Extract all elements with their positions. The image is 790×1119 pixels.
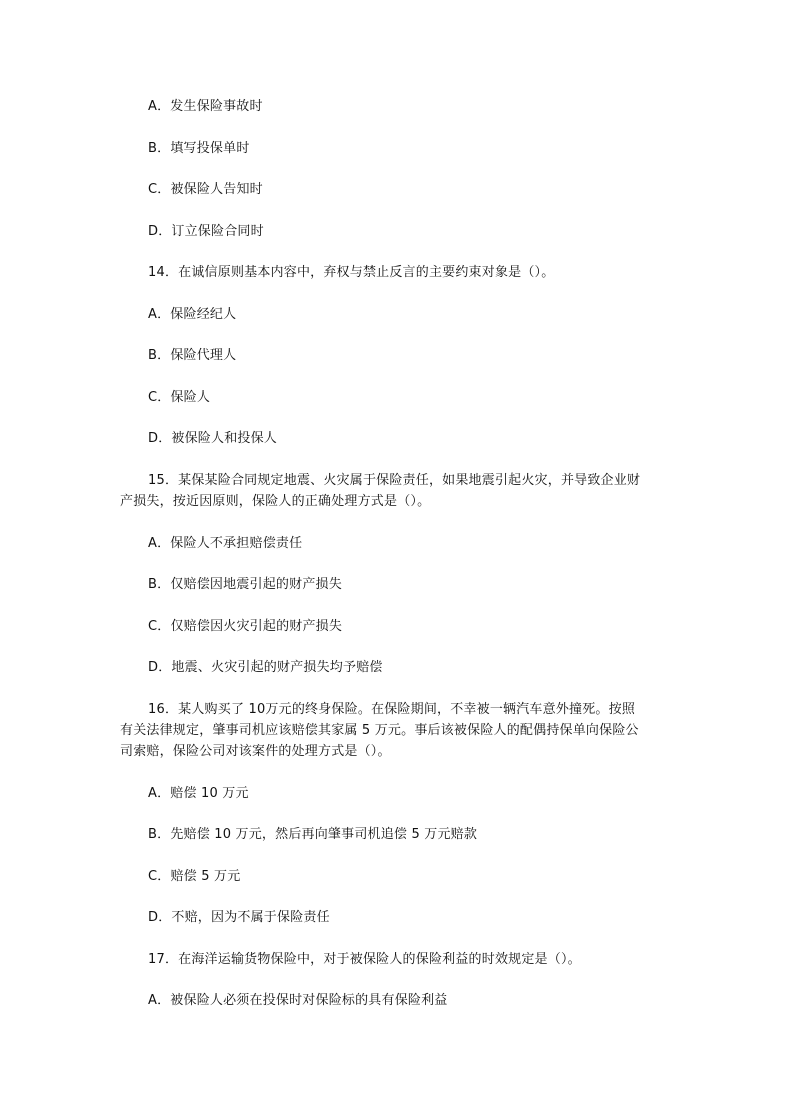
- q16-option-d: D．不赔，因为不属于保险责任: [148, 910, 330, 925]
- q15-stem-line-2: 产损失，按近因原则，保险人的正确处理方式是（）。: [120, 494, 431, 509]
- q14-option-a: A．保险经纪人: [148, 307, 237, 322]
- q15-option-a: A．保险人不承担赔偿责任: [148, 536, 303, 551]
- q16-option-a: A．赔偿 10 万元: [148, 786, 249, 801]
- q16-option-c: C．赔偿 5 万元: [148, 869, 241, 884]
- q17-option-a: A．被保险人必须在投保时对保险标的具有保险利益: [148, 993, 448, 1008]
- q16-stem-line-3: 司索赔，保险公司对该案件的处理方式是（）。: [120, 744, 391, 759]
- q14-option-c: C．保险人: [148, 390, 211, 405]
- q15-option-c: C．仅赔偿因火灾引起的财产损失: [148, 619, 343, 634]
- q13-option-a: A．发生保险事故时: [148, 99, 263, 114]
- q16-stem-line-2: 有关法律规定，肇事司机应该赔偿其家属 5 万元。事后该被保险人的配偶持保单向保险公: [120, 723, 639, 738]
- q15-stem-line-1: 15．某保某险合同规定地震、火灾属于保险责任，如果地震引起火灾，并导致企业财: [148, 473, 641, 488]
- q13-option-b: B．填写投保单时: [148, 141, 250, 156]
- q14-option-b: B．保险代理人: [148, 348, 237, 363]
- q16-stem-line-1: 16．某人购买了 10万元的终身保险。在保险期间，不幸被一辆汽车意外撞死。按照: [148, 702, 636, 717]
- q15-option-b: B．仅赔偿因地震引起的财产损失: [148, 577, 342, 592]
- q13-option-c: C．被保险人告知时: [148, 182, 263, 197]
- q14-stem: 14．在诚信原则基本内容中，弃权与禁止反言的主要约束对象是（）。: [148, 265, 555, 280]
- q16-option-b: B．先赔偿 10 万元，然后再向肇事司机追偿 5 万元赔款: [148, 827, 478, 842]
- q14-option-d: D．被保险人和投保人: [148, 431, 278, 446]
- q15-option-d: D．地震、火灾引起的财产损失均予赔偿: [148, 660, 383, 675]
- q13-option-d: D．订立保险合同时: [148, 224, 264, 239]
- q17-stem: 17．在海洋运输货物保险中，对于被保险人的保险利益的时效规定是（）。: [148, 952, 581, 967]
